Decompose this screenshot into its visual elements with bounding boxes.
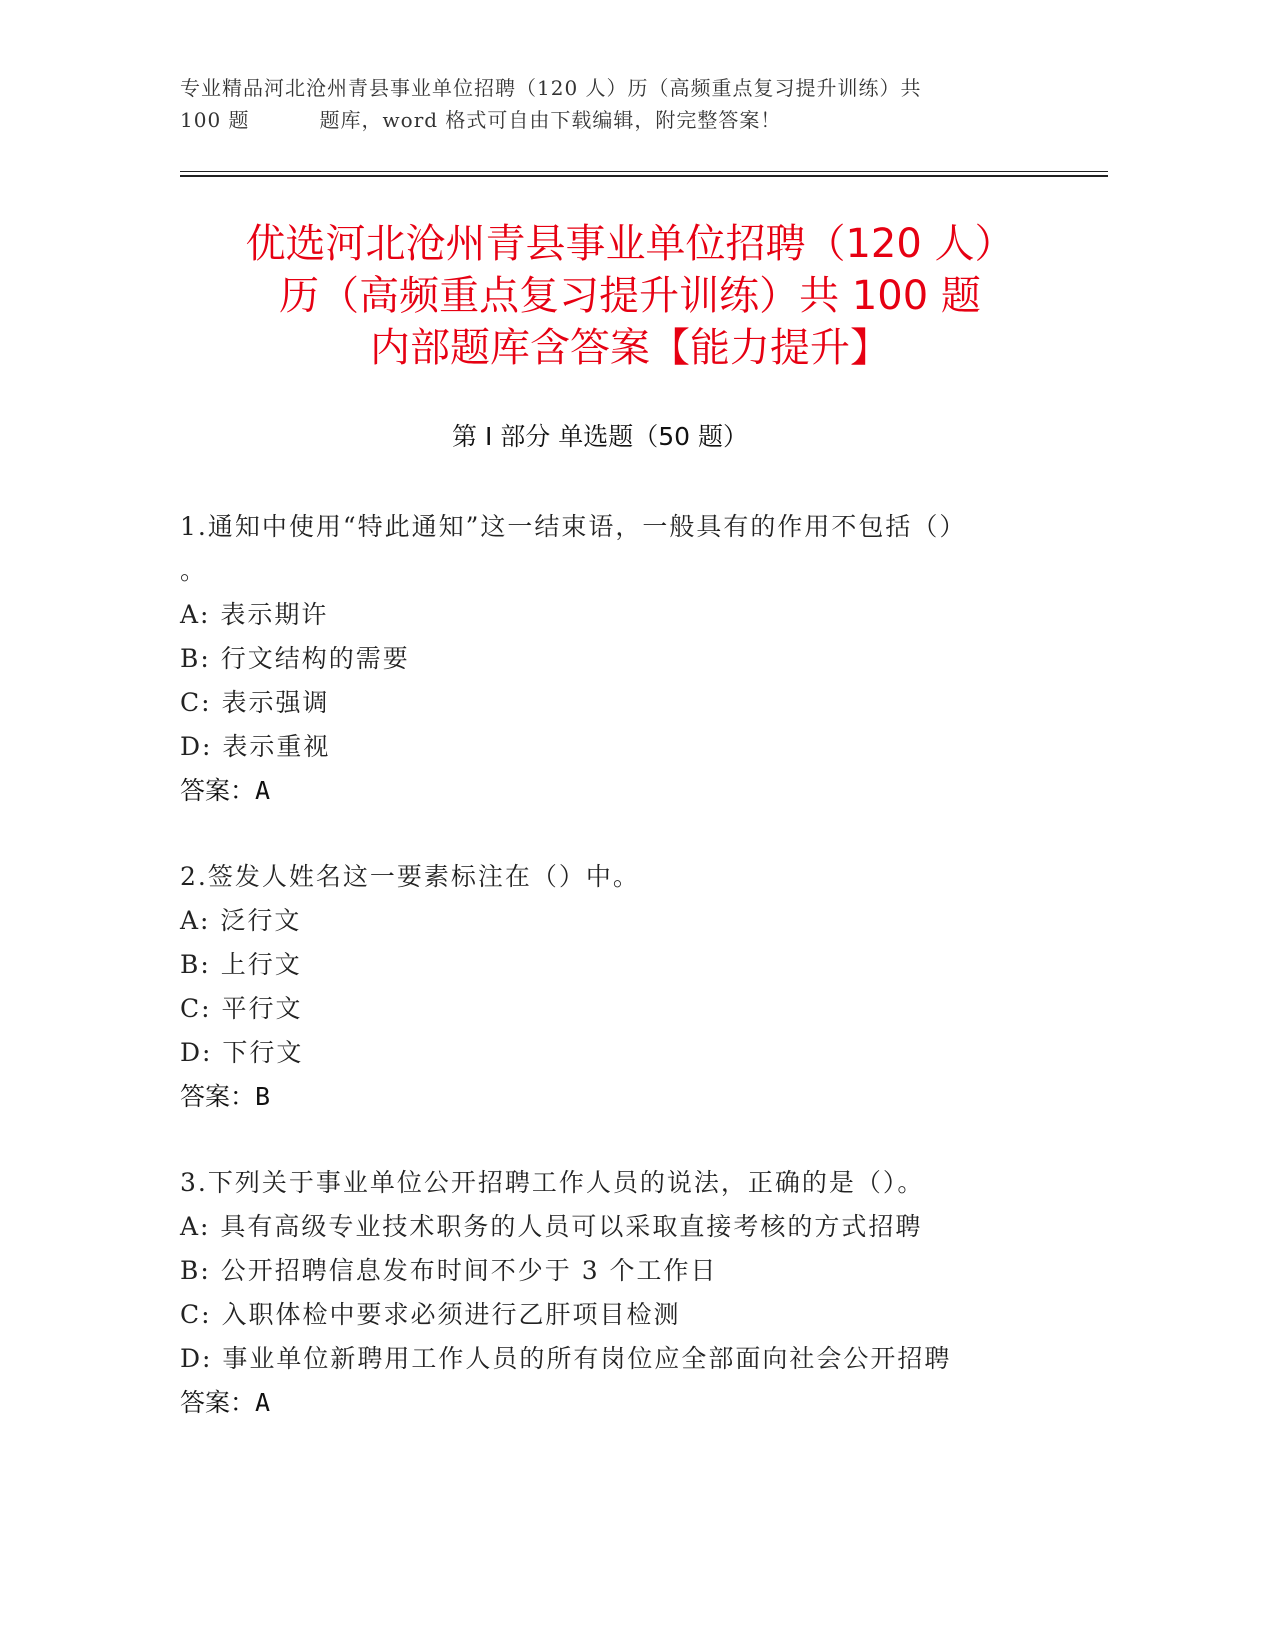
page-header: [180, 72, 1080, 136]
question-2: [180, 855, 1060, 1119]
title-line-3: 内部题库含答案【能力提升】: [370, 325, 890, 371]
question-stem: 3.下列关于事业单位公开招聘工作人员的说法，正确的是（）。: [180, 1168, 925, 1197]
option-a: A: 表示期许: [180, 600, 329, 629]
question-stem-continuation: 。: [180, 556, 206, 585]
header-line-2-left: 100 题: [180, 108, 250, 132]
question-list: [180, 505, 1060, 1467]
option-b: B: 公开招聘信息发布时间不少于 3 个工作日: [180, 1256, 718, 1285]
answer-value: A: [255, 776, 271, 805]
option-d: D: 表示重视: [180, 732, 331, 761]
option-b: B: 行文结构的需要: [180, 644, 410, 673]
answer-line: [180, 1381, 1060, 1425]
question-stem: 1.通知中使用“特此通知”这一结束语，一般具有的作用不包括（）: [180, 512, 967, 541]
answer-label: 答案：: [180, 776, 256, 805]
option-a: A: 泛行文: [180, 906, 302, 935]
option-a: A: 具有高级专业技术职务的人员可以采取直接考核的方式招聘: [180, 1212, 923, 1241]
answer-value: B: [255, 1082, 271, 1111]
option-c: C: 表示强调: [180, 688, 330, 717]
option-d: D: 下行文: [180, 1038, 304, 1067]
question-1: [180, 505, 1060, 813]
title-line-2: 历（高频重点复习提升训练）共 100 题: [279, 273, 981, 319]
answer-value: A: [255, 1388, 271, 1417]
document-title: [150, 218, 1110, 374]
title-line-1: 优选河北沧州青县事业单位招聘（120 人）: [245, 221, 1015, 267]
option-b: B: 上行文: [180, 950, 302, 979]
answer-line: [180, 769, 1060, 813]
option-c: C: 平行文: [180, 994, 303, 1023]
header-divider: [180, 171, 1108, 177]
header-line-2-right: 题库，word 格式可自由下载编辑，附完整答案！: [319, 108, 782, 132]
answer-label: 答案：: [180, 1082, 256, 1111]
answer-label: 答案：: [180, 1388, 256, 1417]
question-stem: 2.签发人姓名这一要素标注在（）中。: [180, 862, 640, 891]
question-3: [180, 1161, 1060, 1425]
section-heading: 第 I 部分 单选题（50 题）: [452, 422, 748, 451]
option-d: D: 事业单位新聘用工作人员的所有岗位应全部面向社会公开招聘: [180, 1344, 952, 1373]
answer-line: [180, 1075, 1060, 1119]
header-line-1: 专业精品河北沧州青县事业单位招聘（120 人）历（高频重点复习提升训练）共: [180, 76, 922, 100]
option-c: C: 入职体检中要求必须进行乙肝项目检测: [180, 1300, 681, 1329]
header-line-2: [180, 104, 1080, 136]
